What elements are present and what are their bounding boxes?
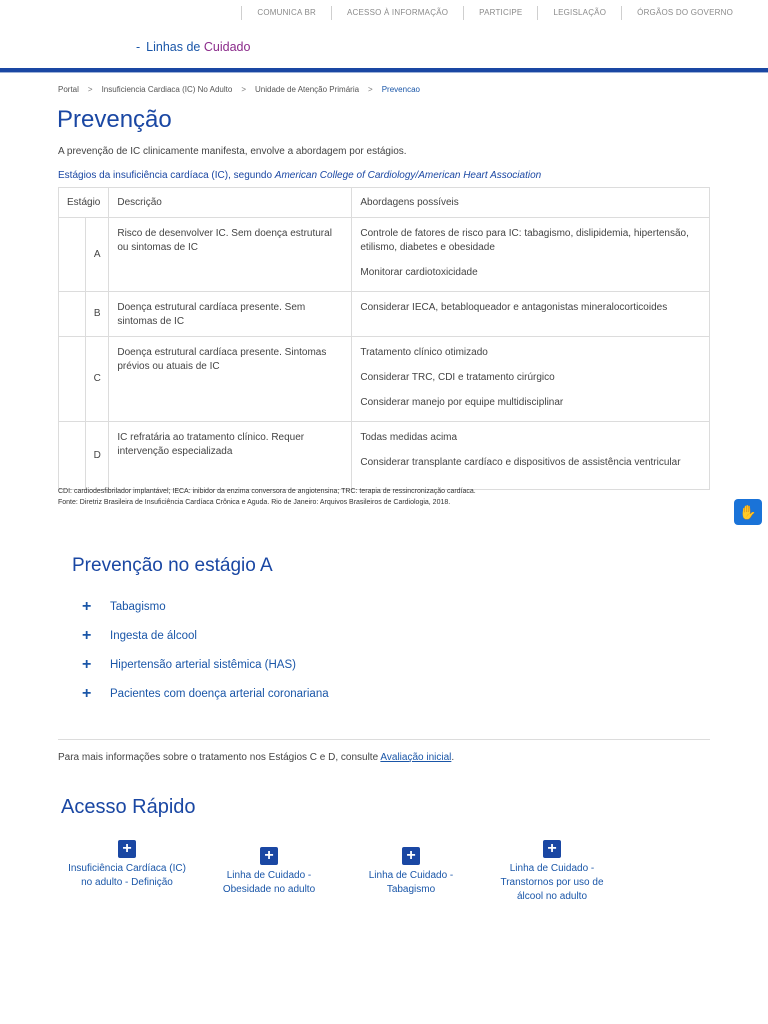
accordion-item-has[interactable] <box>82 656 296 674</box>
stages-table <box>58 187 710 490</box>
accordion-label: Ingesta de álcool <box>110 630 197 642</box>
gov-link-participe[interactable]: PARTICIPE <box>463 6 537 20</box>
stage-cell: D <box>86 422 109 490</box>
accordion-item-alcool[interactable] <box>82 627 197 645</box>
table-row <box>59 218 710 292</box>
description-cell: Doença estrutural cardíaca presente. Sem sintomas de IC <box>109 292 352 337</box>
accordion-item-tabagismo[interactable] <box>82 598 166 616</box>
quick-link-obesidade[interactable] <box>209 847 329 897</box>
accordion-label: Tabagismo <box>110 601 166 613</box>
quick-link-label: Linha de Cuidado - Obesidade no adulto <box>222 870 316 895</box>
table-header-row <box>59 188 710 218</box>
approach-item: Todas medidas acima <box>360 432 458 443</box>
breadcrumb-separator: > <box>368 85 373 94</box>
breadcrumb-separator: > <box>87 85 93 94</box>
header-approaches: Abordagens possíveis <box>352 188 710 218</box>
gov-links <box>241 6 748 20</box>
table-row <box>59 337 710 422</box>
gov-link-legislacao[interactable]: LEGISLAÇÃO <box>537 6 621 20</box>
table-cell-blank <box>59 422 86 490</box>
table-row <box>59 422 710 490</box>
breadcrumb-separator: > <box>241 85 246 94</box>
approach-item: Considerar IECA, betabloqueador e antagonistas mineralocorticoides <box>360 302 668 313</box>
more-info-end: . <box>451 752 455 763</box>
gov-link-acesso-informacao[interactable]: ACESSO À INFORMAÇÃO <box>331 6 463 20</box>
page-title: Prevenção <box>57 106 172 133</box>
note-source: Fonte: Diretriz Brasileira de Insuficiência Cardíaca Crônica e Aguda. Rio de Janeiro: Arquivos Brasileiros de Cardiologia, 2018. <box>58 499 451 506</box>
plus-icon: + <box>82 685 92 702</box>
description-cell: IC refratária ao tratamento clínico. Requer intervenção especializada <box>109 422 352 490</box>
approaches-cell <box>352 422 710 490</box>
sign-language-icon[interactable]: ✋ <box>734 499 762 525</box>
accordion-label: Hipertensão arterial sistêmica (HAS) <box>110 659 296 671</box>
accordion-label: Pacientes com doença arterial coronariana <box>110 688 329 700</box>
stage-cell: B <box>86 292 109 337</box>
gov-link-orgaos[interactable]: ÓRGÃOS DO GOVERNO <box>621 6 748 20</box>
site-title-dash: - <box>136 40 141 54</box>
approaches-cell <box>352 337 710 422</box>
table-cell-blank <box>59 292 86 337</box>
quick-access-title: Acesso Rápido <box>61 796 196 818</box>
site-title-part1: Linhas de <box>146 40 204 54</box>
site-title-part2: Cuidado <box>203 40 251 54</box>
accordion-item-coronariana[interactable] <box>82 685 329 703</box>
avaliacao-inicial-link[interactable]: Avaliação inicial <box>380 752 452 763</box>
description-cell: Doença estrutural cardíaca presente. Sintomas prévios ou atuais de IC <box>109 337 352 422</box>
quick-link-label: Linha de Cuidado - Transtornos por uso de álcool no adulto <box>500 863 604 902</box>
approaches-cell <box>352 218 710 292</box>
breadcrumb-unidade[interactable]: Unidade de Atenção Primária <box>254 85 360 94</box>
approach-item: Monitorar cardiotoxicidade <box>360 267 478 278</box>
table-caption-text: Estágios da insuficiência cardíaca (IC), segundo <box>58 170 275 181</box>
approach-item: Tratamento clínico otimizado <box>360 347 488 358</box>
breadcrumb-portal[interactable]: Portal <box>58 85 79 94</box>
more-info-text: Para mais informações sobre o tratamento nos Estágios C e D, consulte <box>58 752 381 763</box>
table-cell-blank <box>59 218 86 292</box>
intro-text: A prevenção de IC clinicamente manifesta, envolve a abordagem por estágios. <box>58 146 407 157</box>
header-description: Descrição <box>109 188 352 218</box>
note-abbreviations: CDI: cardiodesfibrilador implantável; IECA: inibidor da enzima conversora de angiotensina; TRC: terapia de ressincronização cardíaca. <box>58 488 476 495</box>
more-info <box>58 752 454 763</box>
quick-link-tabagismo[interactable] <box>351 847 471 897</box>
plus-icon: + <box>260 847 278 865</box>
approach-item: Controle de fatores de risco para IC: tabagismo, dislipidemia, hipertensão, etilismo, diabetes e obesidade <box>360 228 689 253</box>
quick-link-label: Insuficiência Cardíaca (IC) no adulto - Definição <box>68 863 186 888</box>
quick-link-alcool[interactable] <box>492 840 612 904</box>
header-divider-light <box>0 72 768 73</box>
approach-item: Considerar TRC, CDI e tratamento cirúrgico <box>360 372 555 383</box>
table-caption-italic: American College of Cardiology/American Heart Association <box>274 170 542 181</box>
table-row <box>59 292 710 337</box>
plus-icon: + <box>118 840 136 858</box>
gov-link-comunica[interactable]: COMUNICA BR <box>241 6 331 20</box>
plus-icon: + <box>82 627 92 644</box>
table-cell-blank <box>59 337 86 422</box>
plus-icon: + <box>543 840 561 858</box>
header-stage: Estágio <box>59 188 109 218</box>
plus-icon: + <box>82 598 92 615</box>
plus-icon: + <box>82 656 92 673</box>
stage-a-title: Prevenção no estágio A <box>72 555 273 576</box>
plus-icon: + <box>402 847 420 865</box>
stage-cell: A <box>86 218 109 292</box>
approach-item: Considerar manejo por equipe multidisciplinar <box>360 397 564 408</box>
quick-link-ic-definicao[interactable] <box>67 840 187 890</box>
quick-link-label: Linha de Cuidado - Tabagismo <box>368 870 454 895</box>
breadcrumb-ic-adulto[interactable]: Insuficiencia Cardiaca (IC) No Adulto <box>101 85 233 94</box>
approach-item: Considerar transplante cardíaco e dispositivos de assistência ventricular <box>360 457 681 468</box>
section-divider <box>58 739 710 740</box>
gov-top-bar <box>0 0 768 30</box>
table-notes <box>58 486 476 508</box>
table-caption <box>58 170 541 181</box>
stage-cell: C <box>86 337 109 422</box>
description-cell: Risco de desenvolver IC. Sem doença estrutural ou sintomas de IC <box>109 218 352 292</box>
site-title[interactable] <box>136 40 250 54</box>
approaches-cell <box>352 292 710 337</box>
breadcrumb-current: Prevencao <box>381 85 420 94</box>
breadcrumb <box>58 85 420 94</box>
